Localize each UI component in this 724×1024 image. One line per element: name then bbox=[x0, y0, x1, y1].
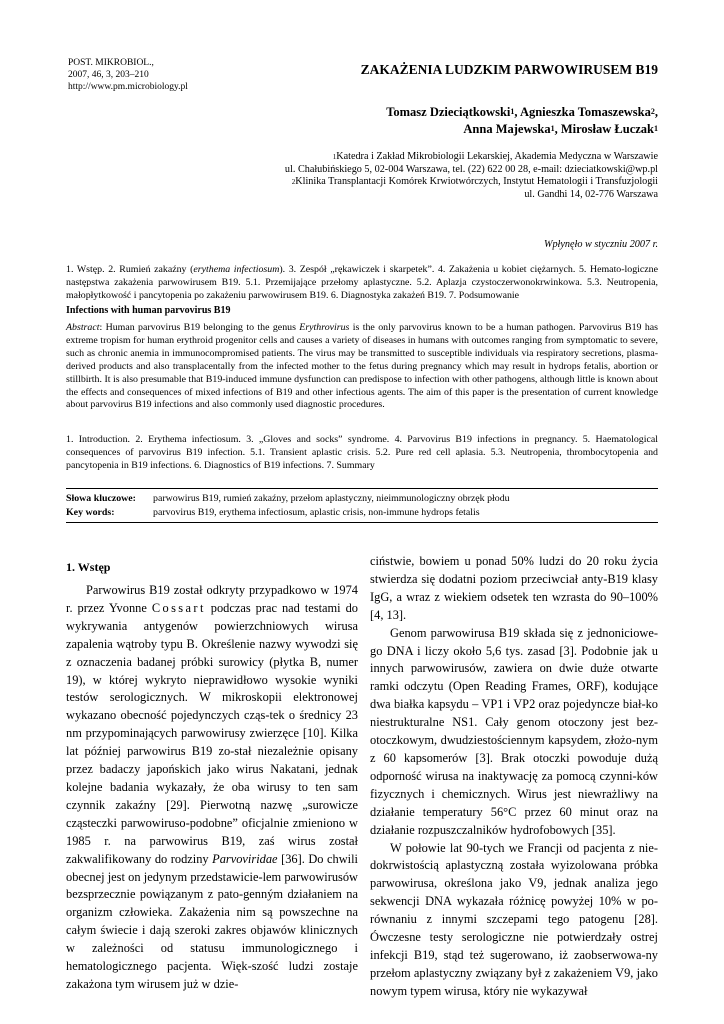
affiliations bbox=[98, 151, 658, 201]
left-column bbox=[66, 582, 358, 994]
author-affiliation-mark: 1 bbox=[510, 107, 515, 116]
keywords-pl-label: Słowa kluczowe: bbox=[66, 493, 136, 504]
paragraph: ciństwie, bowiem u ponad 50% ludzi do 20 roku życia stwierdza się dodatni poziom przeciwciał anty-B19 klasy IgG, a wraz z wiekiem odsetek ten wzrasta do 90–100% [4, 13]. bbox=[370, 554, 658, 622]
article-title: ZAKAŻENIA LUDZKIM PARWOWIRUSEM B19 bbox=[360, 62, 658, 77]
keywords-pl-value: parwowirus B19, rumień zakaźny, przełom aplastyczny, nieimmunologiczny obrzęk płodu bbox=[153, 493, 510, 504]
toc-italic-term: erythema infectiosum bbox=[193, 264, 280, 275]
author-name: Tomasz Dzieciątkowski bbox=[386, 105, 511, 119]
paragraph-text: podczas prac nad testami do wykrywania antygenów powierzchniowych wirusa zapalenia wątroby typu B. Określenie nazwy wywodzi się z oznaczenia badanej próbki surowicy (płytka B, numer 19), w której wykryto nieprawidłowo wysokie wyniki testów serologicznych. W mikroskopii elektronowej wykazano obecność pojedynczych cząs-tek o średnicy 23 nm przypominających parwowirusy zwierzęce [10]. Kilka lat później parwowirus B19 zo-stał niezależnie opisany przez badaczy japońskich jako wirus Nakatani, jednak kolejne badania wykazały, że oba wirusy to ten sam czynnik zakaźny [29]. Pierwotną nazwę „surowicze cząsteczki parwowiruso-podobne” oficjalnie zmieniono w 1985 r. na parwowirus B19, zaś wirus został zakwalifikowany do rodziny bbox=[66, 600, 358, 866]
author-name: Mirosław Łuczak bbox=[560, 122, 654, 136]
divider bbox=[66, 488, 658, 489]
paragraph-text: [36]. Do chwili obecnej jest on jedynym przedstawicie-lem parwowirusów bezsprzecznie powiązanym z pato-genným działaniem na organizm człowieka. Zakażenia nim są powszechne na całym świecie i dają szeroki zakres objawów klinicznych w zależności od statusu immunologicznego i hematologicznego pacjenta. Więk-szość ludzi zostaje zakażona tym wirusem już w dzie- bbox=[66, 851, 358, 991]
paragraph: W połowie lat 90-tych we Francji od pacjenta z nie-dokrwistością aplastyczną została wyizolowana próbka parwowirusa, określona jako V9, jednak analiza jego sekwencji DNA wykazała różnicę powyżej 10% w po-równaniu z innymi szczepami tego patogenu [28]. Ówczesne testy serologiczne nie potwierdzały ostrej infekcji B19, stąd też sugerowano, iż zaobserwowa-ny przełom aplastyczny związany był z zakażeniem V9, jako nowym typem wirusa, który nie wykazywał bbox=[370, 840, 658, 998]
table-of-contents-en: 1. Introduction. 2. Erythema infectiosum. 3. „Gloves and socks” syndrome. 4. Parvovirus B19 infections in pregnancy. 5. Haematological consequences of parvovirus B19 infection. 5.1. Transient aplastic crisis. 5.2. Pure red cell aplasia. 5.3. Neutropenia, thrombocytopenia and pancytopenia in B19 infections. 6. Diagnostics of B19 infections. 7. Summary bbox=[66, 434, 658, 471]
author-separator: , bbox=[514, 105, 520, 119]
abstract-text: is the only parvovirus known to be a human pathogen. Parvovirus B19 has extreme tropism for human erythroid progenitor cells and causes a variety of diseases in humans with outcomes ranging from symptomatic to severe, such as chronic anemia in immunocompromised patients. The virus may be transmitted to susceptible individuals via respiratory secretions, plasma-derived products and also transplacentally from the infected mother to the fetus during pregnancy which may result in hydrops fetalis, abortion or stillbirth. It is also presumable that B19-induced immune dysfunction can predispose to infection with other pathogens, although little is known about the effects and consequences of mixed infections of B19 and other infectious agents. The aim of this paper is the presentation of current knowledge about parvovirus B19 infections and also commonly used diagnostic procedures. bbox=[66, 322, 658, 411]
journal-url: http://www.pm.microbiology.pl bbox=[68, 82, 188, 92]
author-separator: , bbox=[654, 105, 658, 119]
author-list bbox=[178, 104, 658, 138]
journal-volume: 2007, 46, 3, 203–210 bbox=[68, 70, 149, 80]
paragraph: Genom parwowirusa B19 składa się z jednoniciowe-go DNA i liczy około 5,6 tys. zasad [3]. Podobnie jak u innych parwowirusów, zawiera on dwie duże otwarte ramki odczytu (Open Reading Frames, ORF), kodujące dwa białka kapsydu – VP1 i VP2 oraz pojedyncze biał-ko niestrukturalne NS1. Cały genom otoczony jest bez-otoczkowym, dwudziestościennym kapsydem, złożo-nym z 60 kapsomerów [3]. Brak otoczki powoduje dużą odporność wirusa na inaktywację za pomocą czynni-ków fizycznych i chemicznych. Wirus jest niewrażliwy na działanie temperatury 56°C przez 60 minut oraz na działanie rozpuszczalników hydrofobowych [35]. bbox=[370, 625, 658, 837]
affiliation-line: ul. Gandhi 14, 02-776 Warszawa bbox=[524, 188, 658, 200]
divider bbox=[66, 522, 658, 523]
keywords-en-label: Key words: bbox=[66, 507, 115, 518]
abstract bbox=[66, 322, 658, 412]
author-affiliation-mark: 1 bbox=[550, 124, 555, 133]
abstract-genus: Erythrovirus bbox=[299, 322, 350, 333]
author-surname: Cossart bbox=[151, 600, 206, 615]
author-name: Agnieszka Tomaszewska bbox=[519, 105, 651, 119]
affiliation-mark: 2 bbox=[291, 178, 296, 186]
right-column bbox=[370, 553, 658, 1001]
affiliation-line: ul. Chałubińskiego 5, 02-004 Warszawa, tel. (22) 622 00 28, e-mail: dzieciatkowski@wp.pl bbox=[284, 163, 658, 175]
section-heading: 1. Wstęp bbox=[66, 560, 111, 574]
paragraph bbox=[66, 582, 358, 994]
english-title: Infections with human parvovirus B19 bbox=[66, 305, 231, 316]
received-date: Wpłynęło w styczniu 2007 r. bbox=[543, 239, 658, 250]
affiliation-line: Katedra i Zakład Mikrobiologii Lekarskiej, Akademia Medyczna w Warszawie bbox=[336, 151, 658, 162]
affiliation-mark: 1 bbox=[332, 153, 337, 161]
affiliation-line: Klinika Transplantacji Komórek Krwiotwórczych, Instytut Hematologii i Transfuzjologii bbox=[295, 176, 658, 187]
journal-name: POST. MIKROBIOL., bbox=[68, 58, 154, 68]
author-affiliation-mark: 2 bbox=[650, 107, 655, 116]
author-affiliation-mark: 1 bbox=[654, 124, 658, 133]
author-name: Anna Majewska bbox=[463, 122, 551, 136]
toc-text: ). 3. Zespół „rękawiczek i skarpetek”. 4. Zakażenia u kobiet ciężarnych. 5. Hemato-logiczne następstwa zakażenia parwowirusem B19. 5.1. Przemijające przełomy aplastyczne. 5.2. Aplazja czystoczerwonokrwinkowa. 5.3. Neutropenia, małopłytkowość i pancytopenia po zakażeniu parwowirusem B19. 6. Diagnostyka zakażeń B19. 7. Podsumowanie bbox=[66, 264, 658, 301]
table-of-contents-pl bbox=[66, 263, 658, 302]
author-separator: , bbox=[554, 122, 561, 136]
journal-citation bbox=[68, 57, 288, 93]
toc-text: 1. Wstęp. 2. Rumień zakaźny ( bbox=[66, 264, 194, 275]
virus-family: Parvoviridae bbox=[212, 851, 278, 866]
paragraph-text: Parwowirus B19 został odkryty przypadkowo w 1974 r. przez Yvonne bbox=[66, 583, 358, 615]
abstract-text: : Human parvovirus B19 belonging to the genus bbox=[99, 322, 300, 333]
abstract-label: Abstract bbox=[66, 322, 100, 333]
keywords-en-value: parvovirus B19, erythema infectiosum, aplastic crisis, non-immune hydrops fetalis bbox=[153, 507, 480, 518]
